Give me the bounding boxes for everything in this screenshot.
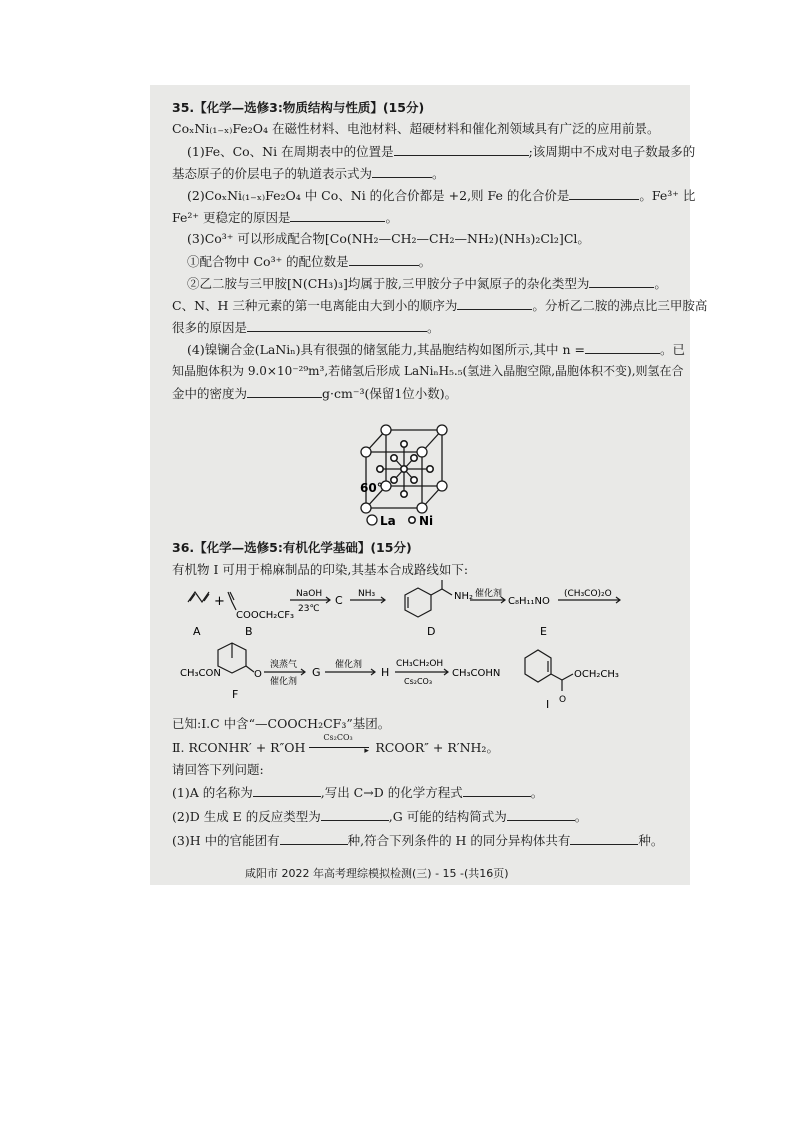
cond-ethanol: CH₃CH₂OH bbox=[396, 659, 444, 669]
compound-h: H bbox=[381, 666, 390, 679]
label-i: I bbox=[546, 698, 550, 710]
answer-blank[interactable] bbox=[247, 385, 322, 398]
q35-part4-line3: 金中的密度为 g·cm⁻³(保留1位小数)。 bbox=[172, 386, 458, 401]
la-atom bbox=[437, 481, 447, 491]
answer-blank[interactable] bbox=[585, 341, 660, 354]
la-atom bbox=[437, 425, 447, 435]
cond-cs2co3: Cs₂CO₃ bbox=[404, 677, 433, 686]
q35-part3-1: ①配合物中 Co³⁺ 的配位数是 。 bbox=[187, 254, 432, 269]
compound-g: G bbox=[312, 666, 321, 679]
compound-i-oxygen: O bbox=[559, 695, 567, 705]
q36-intro: 有机物 I 可用于棉麻制品的印染,其基本合成路线如下: bbox=[172, 562, 469, 577]
plus-sign: + bbox=[214, 594, 225, 609]
q36-ask: 请回答下列问题: bbox=[172, 762, 264, 777]
q35-part3: (3)Co³⁺ 可以形成配合物[Co(NH₂—CH₂—CH₂—NH₂)(NH₃)₂Cl₂]Cl。 bbox=[187, 231, 590, 246]
label-e: E bbox=[540, 625, 547, 638]
q35-part4-line1: (4)镍镧合金(LaNiₙ)具有很强的储氢能力,其晶胞结构如图所示,其中 n = 。已 bbox=[187, 342, 685, 357]
answer-blank[interactable] bbox=[349, 253, 419, 266]
compound-b-group: COOCH₂CF₃ bbox=[236, 610, 294, 621]
cond-naoh: NaOH bbox=[296, 589, 323, 599]
answer-blank[interactable] bbox=[507, 808, 575, 821]
la-atom bbox=[417, 503, 427, 513]
answer-blank[interactable] bbox=[372, 165, 432, 178]
cond-cat-3: 催化剂 bbox=[335, 660, 363, 670]
la-atom bbox=[381, 425, 391, 435]
legend-la-label: La bbox=[380, 514, 396, 528]
la-atom bbox=[361, 503, 371, 513]
answer-blank[interactable] bbox=[253, 784, 321, 797]
q35-part4-line2: 知晶胞体积为 9.0×10⁻²⁹m³,若储氢后形成 LaNiₙH₅.₅(氢进入晶胞空隙,晶胞体积不变),则氢在合 bbox=[172, 364, 684, 378]
compound-i-group: CH₃COHN bbox=[452, 668, 501, 679]
la-atom bbox=[417, 447, 427, 457]
compound-i-ester: OCH₂CH₃ bbox=[574, 669, 619, 680]
answer-blank[interactable] bbox=[247, 319, 427, 332]
q36-title: 36.【化学—选修5:有机化学基础】(15分) bbox=[172, 540, 412, 555]
compound-i-ring bbox=[525, 650, 551, 682]
label-f: F bbox=[232, 688, 239, 701]
answer-blank[interactable] bbox=[569, 187, 639, 200]
ni-atom bbox=[411, 455, 417, 461]
cond-bromine: 溴蒸气 bbox=[270, 660, 298, 670]
answer-blank[interactable] bbox=[394, 143, 529, 156]
answer-blank[interactable] bbox=[290, 209, 385, 222]
answer-blank[interactable] bbox=[321, 808, 389, 821]
compound-a-structure bbox=[188, 592, 209, 602]
label-d: D bbox=[427, 625, 436, 638]
legend-la-icon bbox=[367, 515, 377, 525]
answer-blank[interactable] bbox=[463, 784, 531, 797]
q35-part2-line1: (2)CoₓNi₍₁₋ₓ₎Fe₂O₄ 中 Co、Ni 的化合价都是 +2,则 Fe 的化合价是 。Fe³⁺ 比 bbox=[187, 188, 696, 203]
q35-part3-2-line2: C、N、H 三种元素的第一电离能由大到小的顺序为 。分析乙二胺的沸点比三甲胺高 bbox=[172, 298, 708, 313]
ni-atom bbox=[391, 477, 397, 483]
q35-title: 35.【化学—选修3:物质结构与性质】(15分) bbox=[172, 100, 425, 115]
label-a: A bbox=[193, 625, 201, 638]
ni-atom bbox=[411, 477, 417, 483]
q35-part2-line2: Fe²⁺ 更稳定的原因是 。 bbox=[172, 210, 398, 225]
compound-c: C bbox=[335, 594, 343, 607]
q36-part1: (1)A 的名称为 ,写出 C→D 的化学方程式 。 bbox=[172, 785, 544, 800]
known-2-arrow: Cs₂CO₃ ▸ bbox=[309, 740, 371, 752]
crystal-cell-figure bbox=[350, 420, 460, 530]
answer-blank[interactable] bbox=[570, 832, 638, 845]
q36-known-1: 已知:Ⅰ.C 中含“—COOCH₂CF₃”基团。 bbox=[172, 716, 391, 731]
compound-f-oxygen: O bbox=[254, 669, 262, 680]
answer-blank[interactable] bbox=[589, 275, 654, 288]
compound-d-ring bbox=[405, 588, 431, 617]
ni-atom bbox=[377, 466, 383, 472]
q35-part3-2-line3: 很多的原因是 。 bbox=[172, 320, 440, 335]
ni-atom bbox=[427, 466, 433, 472]
synthesis-route bbox=[180, 580, 680, 710]
cond-cat-2: 催化剂 bbox=[270, 677, 298, 687]
ni-atom bbox=[391, 455, 397, 461]
la-atom bbox=[361, 447, 371, 457]
page-footer: 咸阳市 2022 年高考理综模拟检测(三) - 15 -(共16页) bbox=[245, 867, 509, 880]
cond-acetic-anhydride: (CH₃CO)₂O bbox=[564, 589, 612, 599]
label-b: B bbox=[245, 625, 253, 638]
ni-atom bbox=[401, 491, 407, 497]
q36-known-2: Ⅱ. RCONHR′ + R″OH Cs₂CO₃ ▸ RCOOR″ + R′NH₂。 bbox=[172, 733, 499, 756]
compound-f-group: CH₃CON bbox=[180, 668, 221, 679]
answer-blank[interactable] bbox=[457, 297, 532, 310]
legend-ni-label: Ni bbox=[419, 514, 434, 528]
q35-part1-line1: (1)Fe、Co、Ni 在周期表中的位置是 ;该周期中不成对电子数最多的 bbox=[187, 144, 696, 159]
ni-atom bbox=[401, 441, 407, 447]
cond-temp: 23℃ bbox=[298, 604, 320, 614]
compound-e-formula: C₈H₁₁NO bbox=[508, 596, 550, 607]
compound-d-group: NH₂ bbox=[454, 591, 474, 602]
angle-label: 60° bbox=[360, 481, 383, 495]
answer-blank[interactable] bbox=[280, 832, 348, 845]
q35-intro: CoₓNi₍₁₋ₓ₎Fe₂O₄ 在磁性材料、电池材料、超硬材料和催化剂领域具有广泛的应用前景。 bbox=[172, 121, 660, 136]
q36-part3: (3)H 中的官能团有 种,符合下列条件的 H 的同分异构体共有 种。 bbox=[172, 833, 664, 848]
q35-part1-line2: 基态原子的价层电子的轨道表示式为 。 bbox=[172, 166, 445, 181]
cond-cat-1: 催化剂 bbox=[475, 589, 503, 599]
ni-atom bbox=[401, 466, 407, 472]
q36-part2: (2)D 生成 E 的反应类型为 ,G 可能的结构简式为 。 bbox=[172, 809, 588, 824]
legend-ni-icon bbox=[409, 517, 415, 523]
q35-part3-2-line1: ②乙二胺与三甲胺[N(CH₃)₃]均属于胺,三甲胺分子中氮原子的杂化类型为 。 bbox=[187, 276, 667, 291]
cond-nh3: NH₃ bbox=[358, 589, 376, 599]
